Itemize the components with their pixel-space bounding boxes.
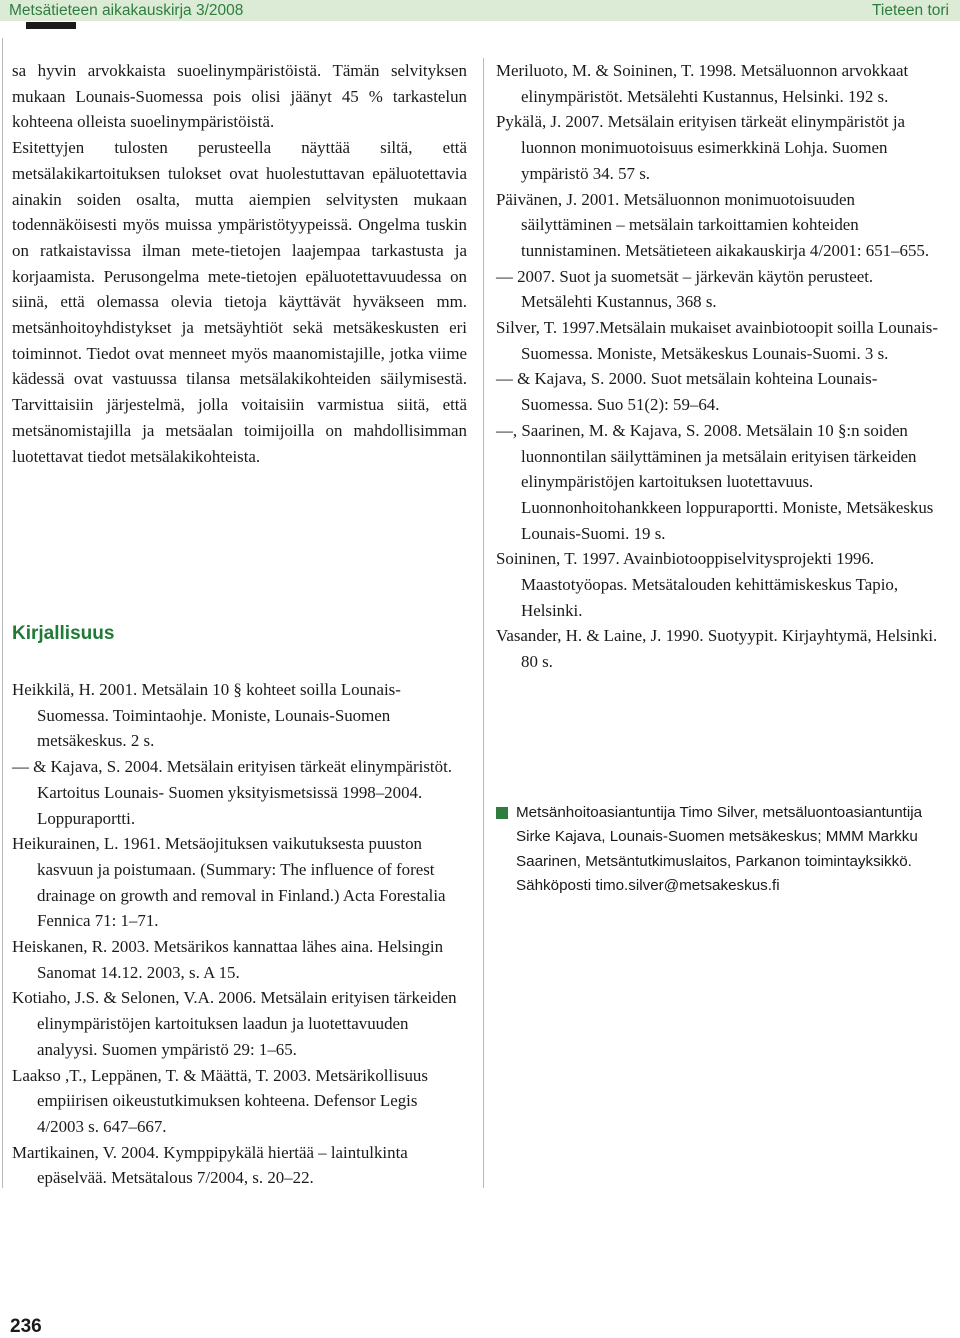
- header-bar: [0, 0, 960, 21]
- body-paragraph-1: [12, 58, 467, 135]
- reference-item: — 2007. Suot ja suometsät – järkevän käytön perusteet. Metsälehti Kustannus, 368 s.: [496, 266, 874, 312]
- column-marker: [26, 22, 76, 29]
- author-affiliation: [496, 801, 952, 898]
- reference-item: — & Kajava, S. 2000. Suot metsälain kohteina Lounais-Suomessa. Suo 51(2): 59–64.: [496, 369, 878, 415]
- body-paragraph-2: [12, 135, 467, 469]
- body-sentence: Ongelma tuskin on ratkaistavissa ilman mete-tietojen laajempaa tarkastusta ja korjaamista. Perusongelma mete-tietojen epäluotettavuudessa on siinä, että olemassa olevia tietoja käyttävät hyväkseen mm.: [12, 215, 467, 312]
- references-heading: Kirjallisuus: [12, 623, 115, 644]
- body-sentence: Tarvittaisiin järjestelmä, jolla voitaisiin varmistua siitä, että metsänomistajilla ja metsäalan toimijoilla on mahdollisimman luotettavat tiedot metsälakikohteista.: [12, 395, 467, 466]
- reference-item: Soininen, T. 1997. Avainbiotooppiselvitysprojekti 1996. Maastotyöopas. Metsätalouden kehittämiskeskus Tapio, Helsinki.: [496, 549, 899, 620]
- reference-item: Silver, T. 1997.Metsälain mukaiset avainbiotoopit soilla Lounais-Suomessa. Moniste, Metsäkeskus Lounais-Suomi. 3 s.: [496, 318, 939, 363]
- column-rule-left: [2, 38, 3, 1188]
- reference-item: Meriluoto, M. & Soininen, T. 1998. Metsäluonnon arvokkaat elinympäristöt. Metsälehti Kustannus, Helsinki. 192 s.: [496, 61, 909, 106]
- body-sentence: metsänhoitoyhdistykset ja metsäyhtiöt sekä metsäkeskusten eri toiminnot. Tiedot ovat menneet myös maanomistajille, jotka viime kädessä ovat vastuussa tilansa metsälakikohteiden säilymisestä.: [12, 318, 467, 389]
- reference-item: Martikainen, V. 2004. Kymppipykälä hiertää – laintulkinta epäselvää. Metsätalous 7/2004, s. 20–22.: [12, 1142, 408, 1188]
- section-title: Tieteen tori: [872, 2, 949, 19]
- journal-title: Metsätieteen aikakauskirja 3/2008: [9, 2, 244, 19]
- reference-item: Heikkilä, H. 2001. Metsälain 10 § kohteet soilla Lounais-Suomessa. Toimintaohje. Moniste, Lounais-Suomen metsäkeskus. 2 s.: [12, 680, 401, 751]
- reference-item: Vasander, H. & Laine, J. 1990. Suotyypit. Kirjayhtymä, Helsinki. 80 s.: [496, 626, 938, 672]
- column-rule-middle: [483, 58, 484, 1188]
- reference-item: —, Saarinen, M. & Kajava, S. 2008. Metsälain 10 §:n soiden luonnontilan säilyttäminen ja metsälain erityisen tärkeiden elinympäristöjen kartoituksen luotettavuus. Luonnonhoitohankkeen loppuraportti. Moniste, Metsäkeskus Lounais-Suomi. 19 s.: [496, 420, 934, 543]
- page-number: 236: [10, 1316, 42, 1337]
- green-square-icon: [496, 807, 508, 819]
- body-sentence: sa hyvin arvokkaista suoelinympäristöistä. Tämän selvityksen mukaan Lounais-Suomessa pois olisi jäänyt 45 % tarkastelun kohteena olleista suoelinympäristöistä.: [12, 61, 467, 132]
- affiliation-text: Metsänhoitoasiantuntija Timo Silver, metsäluontoasiantuntija Sirke Kajava, Lounais-Suomen metsäkeskus; MMM Markku Saarinen, Metsäntutkimuslaitos, Parkanon toimintayksikkö. Sähköposti timo.silver@metsakeskus.fi: [516, 804, 923, 894]
- reference-item: Pykälä, J. 2007. Metsälain erityisen tärkeät elinympäristöt ja luonnon monimuotoisuus esimerkkinä Lohja. Suomen ympäristö 34. 57 s.: [496, 112, 906, 183]
- reference-item: Laakso ,T., Leppänen, T. & Määttä, T. 2003. Metsärikollisuus empiirisen oikeustutkimuksen kohteena. Defensor Legis 4/2003 s. 647–667.: [12, 1065, 428, 1136]
- references-list-right: [496, 58, 948, 675]
- body-sentence: Esitettyjen tulosten perusteella näyttää siltä, että metsälakikartoituksen tulokset ovat huolestuttavan epäluotettavia ainakin soiden osalta, mutta aiempien selvitysten mukaan todennäköisesti myös muissa ympäristötyypeissä.: [12, 138, 467, 235]
- body-column: [12, 58, 467, 469]
- reference-item: Päivänen, J. 2001. Metsäluonnon monimuotoisuuden säilyttäminen – metsälain tarkoittamien kohteiden tunnistaminen. Metsätieteen aikakauskirja 4/2001: 651–655.: [496, 189, 930, 260]
- references-list-left: [12, 677, 467, 1191]
- reference-item: — & Kajava, S. 2004. Metsälain erityisen tärkeät elinympäristöt. Kartoitus Lounais- Suomen yksityismetsissä 1998–2004. Loppuraportti.: [12, 757, 452, 828]
- reference-item: Heiskanen, R. 2003. Metsärikos kannattaa lähes aina. Helsingin Sanomat 14.12. 2003, s. A 15.: [12, 937, 444, 982]
- reference-item: Kotiaho, J.S. & Selonen, V.A. 2006. Metsälain erityisen tärkeiden elinympäristöjen kartoituksen laadun ja luotettavuuden analyysi. Suomen ympäristö 29: 1–65.: [12, 988, 457, 1059]
- reference-item: Heikurainen, L. 1961. Metsäojituksen vaikutuksesta puuston kasvuun ja poistumaan. (Summary: The influence of forest drainage on growth and removal in Finland.) Acta Forestalia Fennica 71: 1–71.: [12, 834, 446, 931]
